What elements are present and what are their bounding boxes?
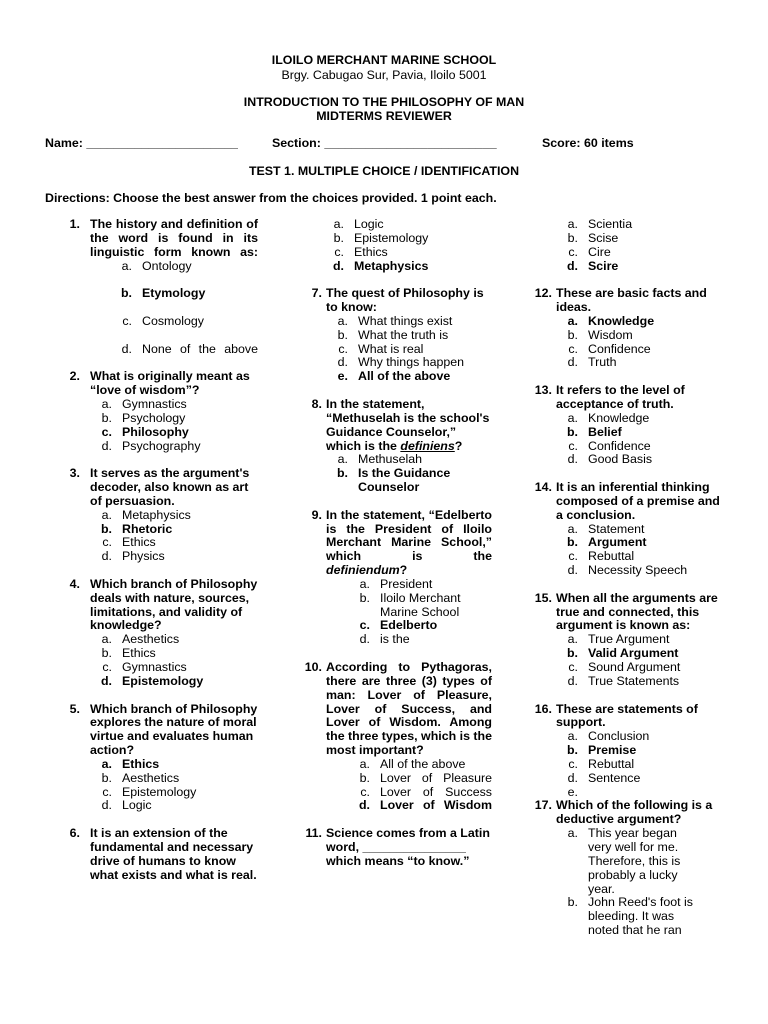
question-text: When all the arguments are true and connected, this argument is known as:	[556, 590, 718, 633]
question-number: 1.	[69, 217, 80, 231]
name-field: Name: ______________________	[45, 136, 238, 150]
choice-a-answer: a. Knowledge	[567, 313, 655, 328]
choice-c: c. Ethics	[334, 244, 388, 259]
choice-c: c. Cosmology	[122, 313, 204, 328]
choice-d: d. is the	[359, 632, 410, 647]
question-number: 17.	[534, 798, 552, 813]
question-number: 11.	[305, 826, 322, 841]
question-text: In the statement, “Edelberto is the President of Iloilo Merchant Marine School,” which is the	[326, 507, 492, 564]
question-text: In the statement, “Methuselah is the school's Guidance Counselor,” which is the definiens?	[326, 396, 490, 453]
choice-d: d. None of the above	[121, 341, 258, 356]
question-text: Which branch of Philosophy explores the nature of moral virtue and evaluates human action?	[90, 701, 258, 758]
choice-b-answer: b. Valid Argument	[566, 646, 679, 661]
question-number: 16.	[534, 701, 552, 716]
choice-a: a. Metaphysics	[101, 507, 191, 522]
question-text: The quest of Philosophy is to know:	[326, 286, 484, 315]
choice-c: c. Rebuttal	[568, 549, 635, 564]
choice-c: c. Epistemology	[102, 784, 197, 799]
choice-b-answer: b. Rhetoric	[100, 521, 173, 536]
course-title: INTRODUCTION TO THE PHILOSOPHY OF MAN	[243, 95, 525, 109]
choice-b: b. Scise	[567, 230, 619, 245]
choice-d-answer: d. Epistemology	[100, 673, 204, 688]
choice-c: c. Rebuttal	[568, 756, 635, 771]
choice-b: b. Epistemology	[333, 230, 429, 245]
score-field: Score: 60 items	[542, 136, 634, 150]
choice-b-answer: b. Argument	[566, 535, 647, 550]
column-1	[58, 218, 258, 896]
question-number: 13.	[534, 383, 552, 398]
choice-a: a. Gymnastics	[101, 396, 187, 411]
column-2	[300, 218, 492, 883]
choice-c: c. Confidence	[568, 341, 651, 356]
question-9: 9. In the statement, “Edelberto is the President of Iloilo Merchant Marine School,” which is the definiendum? a. President b. Iloilo Merchant Marine School c. Edelberto d. is the	[300, 509, 492, 647]
question-number: 8.	[311, 396, 322, 411]
question-text: It is an inferential thinking composed of a premise and a conclusion.	[556, 480, 720, 522]
question-number: 4.	[69, 576, 80, 591]
choice-d: d. Why things happen	[337, 355, 465, 370]
choice-c-answer: c. Edelberto	[359, 618, 438, 633]
question-number: 15.	[534, 590, 552, 605]
question-5	[58, 703, 258, 814]
choice-b: b. Lover of Pleasure	[359, 770, 492, 785]
choice-b-answer: b. Is the Guidance Counselor	[336, 466, 451, 495]
column-3	[530, 218, 720, 938]
question-number: 9.	[311, 507, 322, 522]
school-name: ILOILO MERCHANT MARINE SCHOOL	[271, 53, 497, 67]
question-16	[530, 703, 720, 800]
directions: Directions: Choose the best answer from the choices provided. 1 point each.	[45, 191, 497, 205]
choice-c: c. Lover of Success	[360, 784, 492, 799]
choice-b-answer: b. Premise	[566, 743, 637, 758]
choice-b: b. Aesthetics	[101, 770, 180, 785]
choice-a: a. Methuselah	[337, 452, 423, 467]
test-title: TEST 1. MULTIPLE CHOICE / IDENTIFICATION	[248, 164, 520, 178]
question-text: The history and definition of the word is found in its linguistic form known as:	[90, 217, 258, 259]
exam-title: MIDTERMS REVIEWER	[316, 109, 452, 123]
choice-c: c. What is real	[338, 341, 424, 356]
emphasized-term: definiens	[400, 438, 455, 453]
question-11-choices	[556, 218, 720, 273]
question-text: These are basic facts and ideas.	[556, 286, 707, 315]
section-field: Section: _________________________	[272, 136, 497, 150]
question-text: These are statements of support.	[556, 701, 698, 730]
choice-e-answer: e. All of the above	[337, 369, 451, 384]
question-15	[530, 592, 720, 689]
choice-b-answer: b. Belief	[566, 424, 622, 439]
question-number: 6.	[69, 826, 80, 841]
choice-e: e.	[567, 784, 578, 799]
choice-b: b. John Reed's foot is bleeding. It was noted that he ran	[567, 895, 693, 938]
question-10	[300, 661, 492, 813]
question-number: 7.	[311, 286, 322, 301]
choice-a: a. Logic	[333, 217, 384, 231]
choice-d-answer: d. Lover of Wisdom	[358, 798, 492, 813]
question-number: 5.	[69, 701, 80, 716]
choice-c: c. Gymnastics	[102, 660, 187, 674]
choice-a: a. All of the above	[359, 756, 466, 771]
choice-d: d. Sentence	[567, 770, 641, 785]
choice-c: c. Ethics	[102, 535, 156, 550]
choice-c: c. Confidence	[568, 438, 651, 453]
choice-b-answer: b. Etymology	[120, 286, 206, 301]
question-12	[530, 287, 720, 370]
question-number: 2.	[69, 369, 80, 384]
question-text: According to Pythagoras, there are three (3) types of man: Lover of Pleasure, Lover of Success, and Lover of Wisdom. Among the three types, which is the most important?	[326, 660, 492, 758]
question-11	[300, 827, 492, 869]
question-number: 3.	[69, 466, 80, 481]
emphasized-term: definiendum	[326, 563, 400, 578]
choice-a: a. President	[359, 576, 433, 591]
question-17	[530, 799, 720, 937]
choice-a: a. Scientia	[567, 217, 633, 231]
question-text: It refers to the level of acceptance of truth.	[556, 383, 685, 411]
question-14	[530, 481, 720, 578]
choice-a: a. True Argument	[567, 632, 670, 647]
question-number: 10.	[304, 660, 322, 674]
choice-d: d. Good Basis	[567, 452, 653, 467]
choice-a: a. Conclusion	[567, 729, 650, 744]
question-8	[300, 398, 492, 495]
choice-b: b. Wisdom	[567, 327, 633, 342]
question-text: Science comes from a Latin word, _______________ which means “to know.”	[326, 826, 490, 868]
question-1	[58, 218, 258, 356]
choice-d: d. Necessity Speech	[567, 563, 688, 578]
question-7	[300, 287, 492, 384]
choice-b: b. Iloilo Merchant Marine School	[359, 590, 461, 619]
choice-d-answer: d. Scire	[566, 258, 619, 273]
choice-a: a. Statement	[567, 521, 645, 536]
choice-a: a. Ontology	[121, 258, 192, 273]
question-13	[530, 384, 720, 467]
choice-d: d. Logic	[101, 798, 152, 813]
question-text: What is originally meant as “love of wisdom”?	[90, 369, 250, 398]
choice-b: b. Ethics	[101, 646, 156, 661]
choice-d-answer: d. Metaphysics	[332, 258, 429, 273]
question-text: Which of the following is a deductive argument?	[556, 798, 713, 827]
choice-a: a. What things exist	[337, 313, 453, 328]
question-number: 12.	[534, 286, 552, 301]
choice-a-answer: a. Ethics	[101, 756, 160, 771]
choice-d: d. True Statements	[567, 673, 680, 688]
choice-c-answer: c. Philosophy	[101, 424, 189, 439]
question-3	[58, 467, 258, 564]
question-2	[58, 370, 258, 453]
choice-d: d. Physics	[101, 549, 165, 564]
choice-b: b. Psychology	[101, 410, 186, 425]
choice-a: a. Aesthetics	[101, 632, 180, 647]
question-number: 14.	[534, 480, 552, 495]
choice-a: a. Knowledge	[567, 410, 650, 425]
choice-c: c. Cire	[568, 244, 611, 259]
question-6	[58, 827, 258, 882]
question-text: It serves as the argument's decoder, also known as art of persuasion.	[90, 466, 250, 508]
question-6-choices	[322, 218, 492, 273]
question-4	[58, 578, 258, 689]
school-address: Brgy. Cabugao Sur, Pavia, Iloilo 5001	[281, 68, 487, 82]
choice-d: d. Psychography	[101, 438, 201, 453]
question-text: Which branch of Philosophy deals with nature, sources, limitations, and validity of knowledge?	[90, 576, 258, 633]
question-text: It is an extension of the fundamental and necessary drive of humans to know what exists and what is real.	[90, 826, 257, 882]
choice-d: d. Truth	[567, 355, 617, 370]
choice-b: b. What the truth is	[337, 327, 449, 342]
choice-a: a. This year began very well for me. Therefore, this is probably a lucky year.	[567, 826, 681, 896]
choice-c: c. Sound Argument	[568, 660, 681, 674]
